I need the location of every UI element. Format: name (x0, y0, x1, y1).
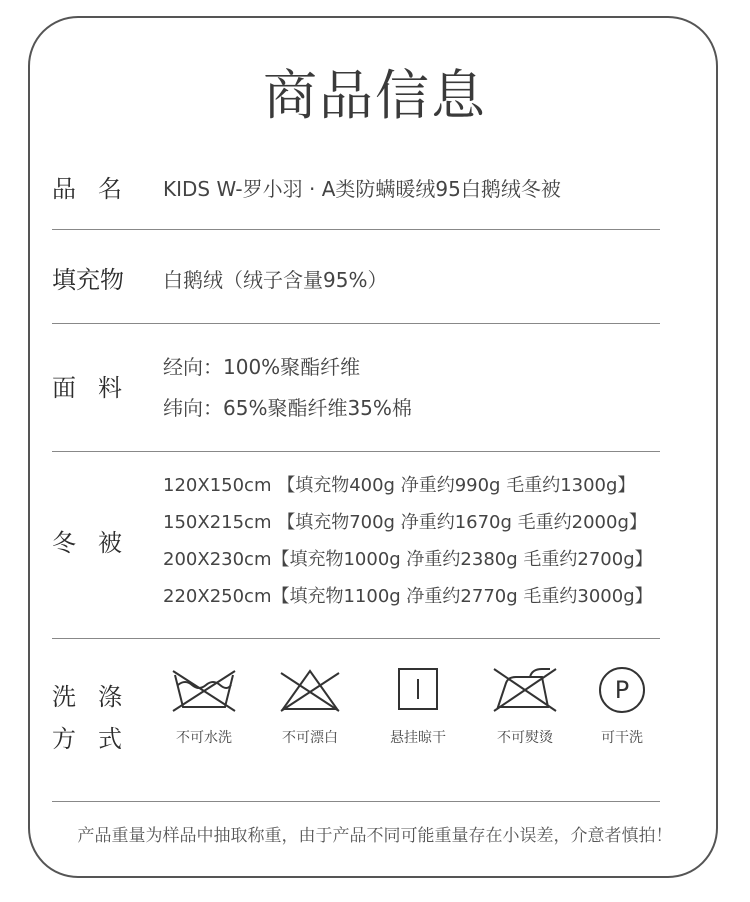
care-caption: 不可熨烫 (497, 730, 553, 746)
care-item-no-bleach (265, 665, 355, 747)
no-iron-icon (490, 665, 560, 715)
fabric-label: 面料 (52, 374, 144, 402)
care-label-line1: 洗涤 (52, 683, 144, 711)
care-caption: 可干洗 (601, 730, 643, 746)
filling-value: 白鹅绒（绒子含量95%） (163, 268, 388, 292)
dry-clean-icon (587, 665, 657, 715)
product-name-value: KIDS W-罗小羽 · A类防螨暖绒95白鹅绒冬被 (163, 177, 561, 201)
quilt-label: 冬被 (52, 529, 144, 557)
quilt-size-row: 200X230cm【填充物1000g 净重约2380g 毛重约2700g】 (163, 549, 653, 570)
dry-clean-symbol: P (614, 676, 630, 704)
quilt-size-row: 220X250cm【填充物1100g 净重约2770g 毛重约3000g】 (163, 586, 653, 607)
weight-disclaimer: 产品重量为样品中抽取称重，由于产品不同可能重量存在小误差，介意者慎拍！ (77, 826, 673, 846)
no-wash-icon (169, 665, 239, 715)
care-caption: 不可水洗 (176, 730, 232, 746)
divider (52, 229, 660, 230)
quilt-size-row: 150X215cm 【填充物700g 净重约1670g 毛重约2000g】 (163, 512, 647, 533)
product-name-label: 品名 (52, 175, 144, 203)
care-item-no-iron (480, 665, 570, 747)
care-caption: 悬挂晾干 (390, 730, 446, 746)
divider (52, 323, 660, 324)
divider (52, 801, 660, 802)
care-item-dry-clean (577, 665, 667, 747)
hang-dry-icon (383, 665, 453, 715)
no-bleach-icon (275, 665, 345, 715)
page-title: 商品信息 (263, 64, 487, 127)
filling-label: 填充物 (52, 266, 124, 294)
care-caption: 不可漂白 (282, 730, 338, 746)
care-item-no-wash (159, 665, 249, 747)
fabric-warp: 经向：100%聚酯纤维 (163, 355, 361, 379)
divider (52, 451, 660, 452)
fabric-weft: 纬向：65%聚酯纤维35%棉 (163, 396, 412, 420)
care-item-hang-dry (373, 665, 463, 747)
care-label-line2: 方式 (52, 725, 144, 753)
quilt-size-row: 120X150cm 【填充物400g 净重约990g 毛重约1300g】 (163, 475, 636, 496)
divider (52, 638, 660, 639)
